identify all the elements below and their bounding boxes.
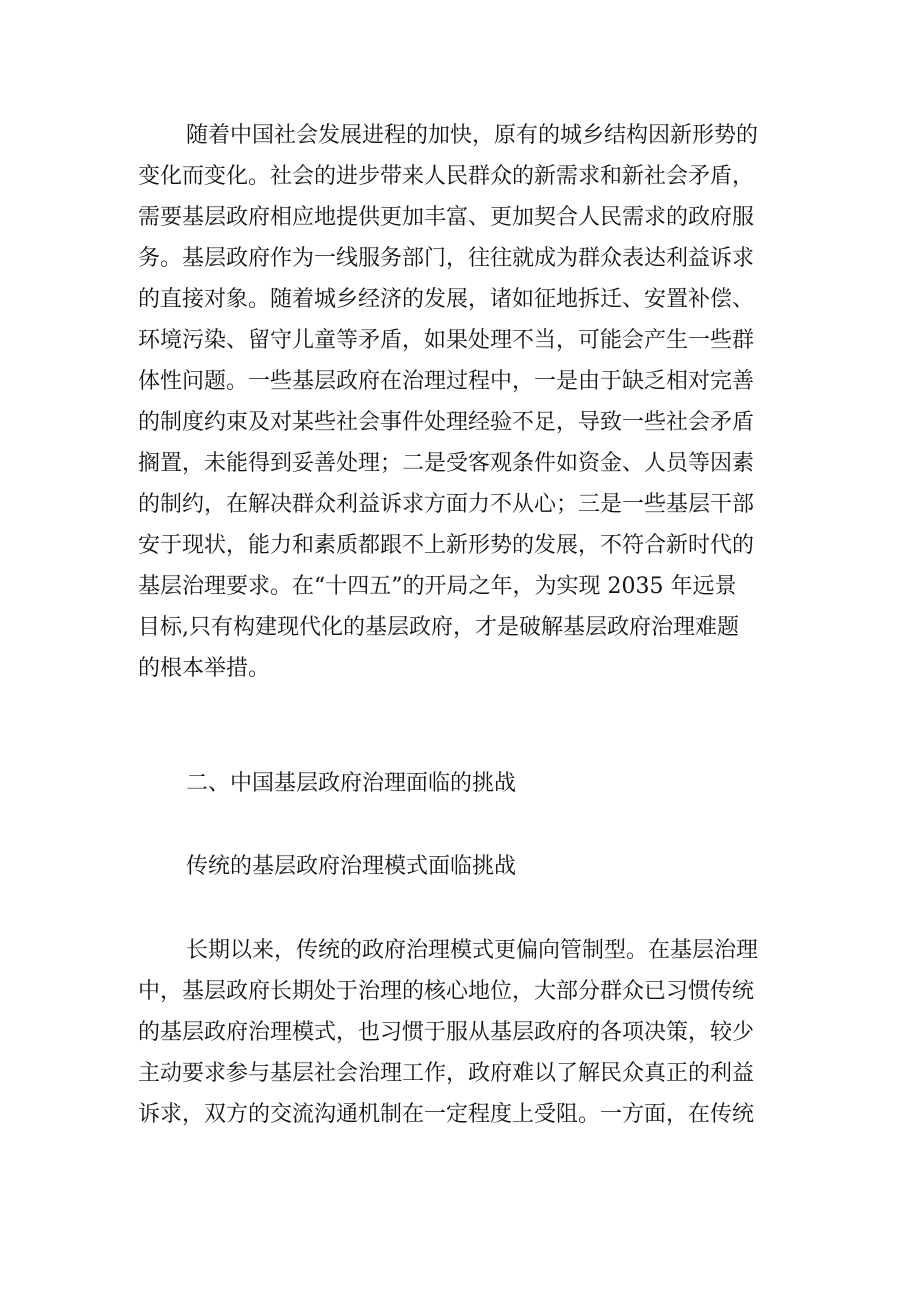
paragraph-line: 中，基层政府长期处于治理的核心地位，大部分群众已习惯传统 xyxy=(138,979,755,1004)
paragraph-line: 主动要求参与基层社会治理工作，政府难以了解民众真正的利益 xyxy=(138,1061,755,1086)
paragraph-line: 的直接对象。随着城乡经济的发展，诸如征地拆迁、安置补偿、 xyxy=(138,287,755,312)
paragraph-line: 搁置，未能得到妥善处理；二是受客观条件如资金、人员等因素 xyxy=(138,451,755,476)
paragraph-line: 的根本举措。 xyxy=(138,656,271,681)
paragraph-line: 变化而变化。社会的进步带来人民群众的新需求和新社会矛盾， xyxy=(138,164,755,189)
section-heading: 二、中国基层政府治理面临的挑战 xyxy=(186,771,517,796)
paragraph-line: 基层治理要求。在“十四五”的开局之年，为实现 2035 年远景 xyxy=(138,574,737,599)
paragraph-line: 目标,只有构建现代化的基层政府，才是破解基层政府治理难题 xyxy=(138,615,739,640)
paragraph-line: 的基层政府治理模式，也习惯于服从基层政府的各项决策，较少 xyxy=(138,1020,755,1045)
paragraph-line: 安于现状，能力和素质都跟不上新形势的发展，不符合新时代的 xyxy=(138,533,755,558)
paragraph-line: 的制度约束及对某些社会事件处理经验不足，导致一些社会矛盾 xyxy=(138,410,755,435)
paragraph-line: 的制约，在解决群众利益诉求方面力不从心；三是一些基层干部 xyxy=(138,492,755,517)
paragraph-line: 诉求，双方的交流沟通机制在一定程度上受阻。一方面，在传统 xyxy=(138,1102,755,1127)
paragraph-line: 环境污染、留守儿童等矛盾，如果处理不当，可能会产生一些群 xyxy=(138,328,755,353)
paragraph-line: 务。基层政府作为一线服务部门，往往就成为群众表达利益诉求 xyxy=(138,246,755,271)
paragraph-line: 长期以来，传统的政府治理模式更偏向管制型。在基层治理 xyxy=(186,938,759,963)
body-paragraph-1 xyxy=(138,115,798,689)
paragraph-line: 需要基层政府相应地提供更加丰富、更加契合人民需求的政府服 xyxy=(138,205,755,230)
paragraph-line: 体性问题。一些基层政府在治理过程中，一是由于缺乏相对完善 xyxy=(138,369,755,394)
subsection-heading: 传统的基层政府治理模式面临挑战 xyxy=(186,854,517,879)
paragraph-line: 随着中国社会发展进程的加快，原有的城乡结构因新形势的 xyxy=(186,123,759,148)
body-paragraph-2 xyxy=(138,930,798,1135)
